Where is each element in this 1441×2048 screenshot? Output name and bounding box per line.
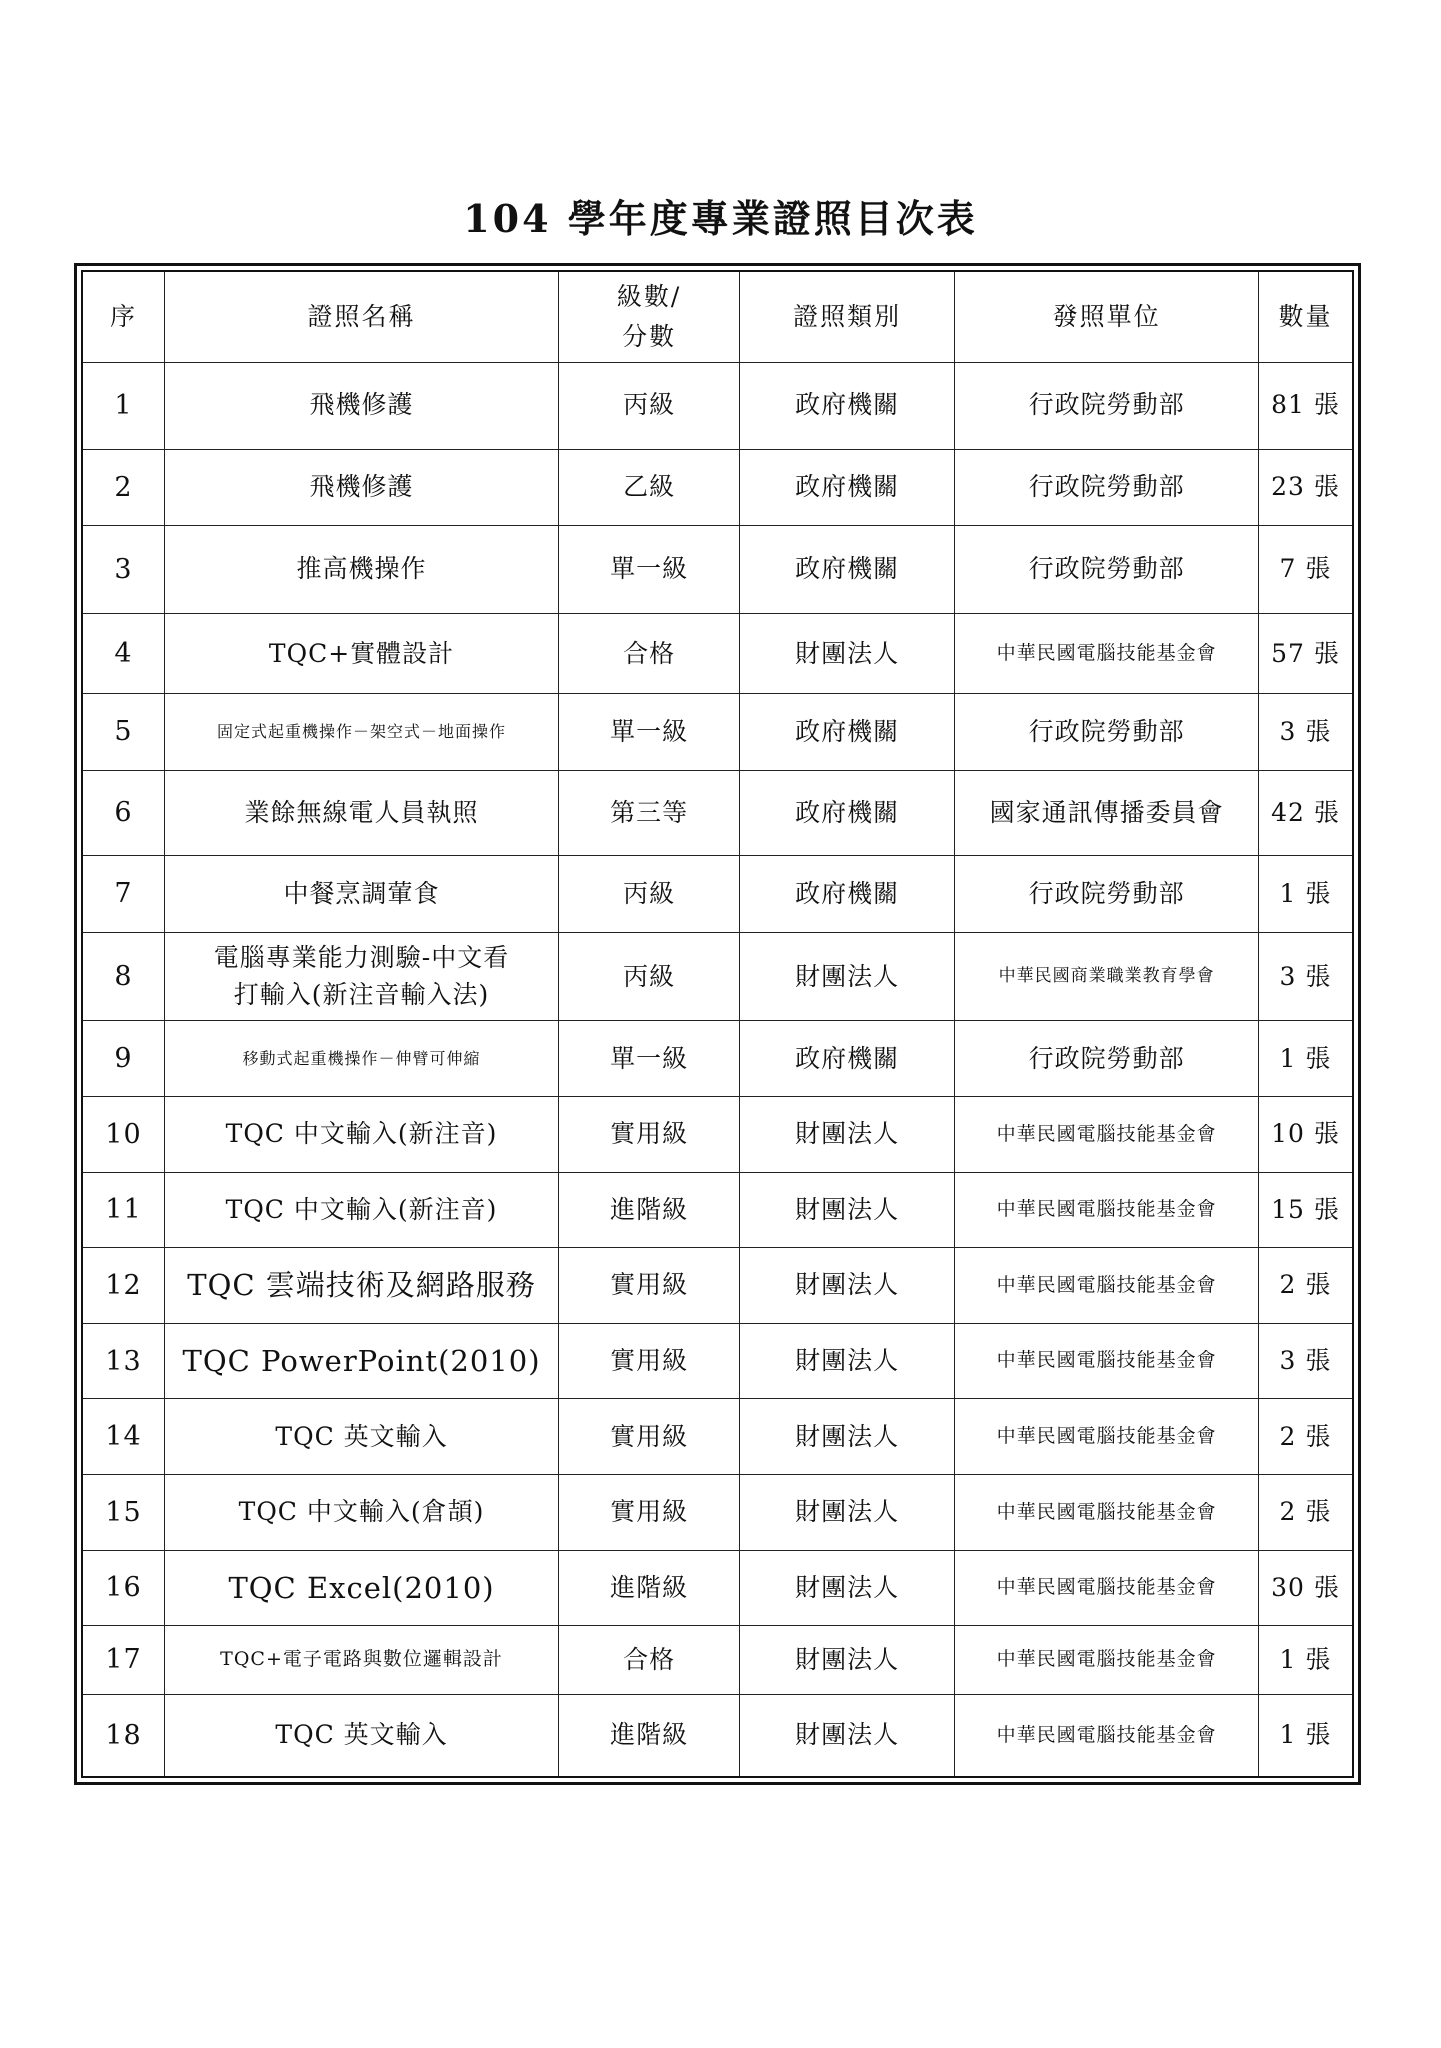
header-level: [559, 271, 740, 362]
header-level-line1: 級數/: [616, 281, 682, 311]
cell-count: 10 張: [1258, 1097, 1353, 1172]
cell-count: 3 張: [1258, 1324, 1353, 1399]
cell-category: 政府機關: [740, 362, 955, 449]
header-no: 序: [82, 271, 164, 362]
cell-name: 固定式起重機操作－架空式－地面操作: [164, 694, 558, 770]
table-row: [82, 1625, 1353, 1694]
cell-count: 2 張: [1258, 1475, 1353, 1550]
cell-count: 1 張: [1258, 1021, 1353, 1097]
table-row: [82, 614, 1353, 694]
cell-no: 1: [82, 362, 164, 449]
cell-issuer: 國家通訊傳播委員會: [955, 770, 1259, 855]
cell-issuer: 中華民國電腦技能基金會: [955, 1324, 1259, 1399]
cell-name: TQC+實體設計: [164, 614, 558, 694]
cell-category: 政府機關: [740, 855, 955, 932]
cell-name: 業餘無線電人員執照: [164, 770, 558, 855]
cell-category: 政府機關: [740, 1021, 955, 1097]
cell-level: 丙級: [559, 933, 740, 1021]
cell-issuer: 中華民國電腦技能基金會: [955, 1097, 1259, 1172]
cell-category: 財團法人: [740, 1097, 955, 1172]
cell-category: 政府機關: [740, 525, 955, 613]
cell-count: 57 張: [1258, 614, 1353, 694]
cell-name: TQC 雲端技術及網路服務: [164, 1247, 558, 1323]
cell-no: 5: [82, 694, 164, 770]
table-row: [82, 1021, 1353, 1097]
cell-category: 財團法人: [740, 614, 955, 694]
cell-category: 財團法人: [740, 1172, 955, 1247]
table-row: [82, 1247, 1353, 1323]
cell-category: 財團法人: [740, 1324, 955, 1399]
cell-no: 3: [82, 525, 164, 613]
cell-name-line2: 打輸入(新注音輸入法): [233, 979, 490, 1009]
cell-issuer: 行政院勞動部: [955, 449, 1259, 525]
page-title: 104 學年度專業證照目次表: [463, 196, 978, 241]
table-header-row: [82, 271, 1353, 362]
cell-issuer: 行政院勞動部: [955, 855, 1259, 932]
cell-level: 丙級: [559, 855, 740, 932]
cell-count: 1 張: [1258, 855, 1353, 932]
table-row: [82, 1399, 1353, 1475]
cell-level: 進階級: [559, 1172, 740, 1247]
cell-no: 11: [82, 1172, 164, 1247]
table-row: [82, 855, 1353, 932]
cell-name: 推高機操作: [164, 525, 558, 613]
cell-name: TQC 中文輸入(倉頡): [164, 1475, 558, 1550]
cell-name: TQC 英文輸入: [164, 1695, 558, 1777]
cell-issuer: 行政院勞動部: [955, 694, 1259, 770]
cell-category: 財團法人: [740, 1399, 955, 1475]
cell-issuer: 中華民國電腦技能基金會: [955, 1172, 1259, 1247]
table-row: [82, 449, 1353, 525]
cell-no: 12: [82, 1247, 164, 1323]
cell-issuer: 行政院勞動部: [955, 362, 1259, 449]
cell-level: 丙級: [559, 362, 740, 449]
cell-count: 30 張: [1258, 1550, 1353, 1625]
cell-level: 實用級: [559, 1475, 740, 1550]
cell-count: 15 張: [1258, 1172, 1353, 1247]
cell-level: 實用級: [559, 1247, 740, 1323]
cell-name: TQC 中文輸入(新注音): [164, 1097, 558, 1172]
cell-count: 42 張: [1258, 770, 1353, 855]
cell-no: 15: [82, 1475, 164, 1550]
cell-issuer: 中華民國電腦技能基金會: [955, 1625, 1259, 1694]
cell-issuer: 中華民國電腦技能基金會: [955, 1247, 1259, 1323]
header-count: 數量: [1258, 271, 1353, 362]
cell-no: 13: [82, 1324, 164, 1399]
cell-count: 1 張: [1258, 1695, 1353, 1777]
cell-name: TQC PowerPoint(2010): [164, 1324, 558, 1399]
cell-category: 財團法人: [740, 1475, 955, 1550]
cell-level: 進階級: [559, 1695, 740, 1777]
table-row: [82, 362, 1353, 449]
cell-level: 單一級: [559, 694, 740, 770]
cell-count: 2 張: [1258, 1399, 1353, 1475]
cell-level: 合格: [559, 1625, 740, 1694]
cell-issuer: 行政院勞動部: [955, 1021, 1259, 1097]
cell-no: 17: [82, 1625, 164, 1694]
table-row: [82, 1097, 1353, 1172]
cell-name: 飛機修護: [164, 449, 558, 525]
cell-issuer: 中華民國電腦技能基金會: [955, 1695, 1259, 1777]
cell-category: 財團法人: [740, 933, 955, 1021]
cell-no: 14: [82, 1399, 164, 1475]
cell-count: 2 張: [1258, 1247, 1353, 1323]
table-row: [82, 1324, 1353, 1399]
cell-count: 3 張: [1258, 933, 1353, 1021]
cell-level: 合格: [559, 614, 740, 694]
cell-level: 第三等: [559, 770, 740, 855]
cell-level: 單一級: [559, 525, 740, 613]
cell-category: 財團法人: [740, 1247, 955, 1323]
cell-issuer: 中華民國電腦技能基金會: [955, 614, 1259, 694]
cell-level: 實用級: [559, 1399, 740, 1475]
cell-name: TQC+電子電路與數位邏輯設計: [164, 1625, 558, 1694]
cell-no: 18: [82, 1695, 164, 1777]
cell-category: 財團法人: [740, 1695, 955, 1777]
header-level-line2: 分數: [622, 321, 677, 351]
table-row: [82, 1172, 1353, 1247]
cell-no: 10: [82, 1097, 164, 1172]
cell-level: 實用級: [559, 1324, 740, 1399]
table-row: [82, 694, 1353, 770]
cell-no: 6: [82, 770, 164, 855]
cell-count: 81 張: [1258, 362, 1353, 449]
cell-category: 財團法人: [740, 1550, 955, 1625]
table-row: [82, 525, 1353, 613]
cell-category: 政府機關: [740, 770, 955, 855]
cell-issuer: 中華民國電腦技能基金會: [955, 1399, 1259, 1475]
cell-category: 財團法人: [740, 1625, 955, 1694]
cell-level: 實用級: [559, 1097, 740, 1172]
cell-name: 中餐烹調葷食: [164, 855, 558, 932]
cell-name: 飛機修護: [164, 362, 558, 449]
cell-no: 8: [82, 933, 164, 1021]
cell-issuer: 中華民國電腦技能基金會: [955, 1550, 1259, 1625]
cell-no: 7: [82, 855, 164, 932]
certificate-table-frame: [74, 263, 1361, 1785]
cell-no: 4: [82, 614, 164, 694]
cell-name: TQC Excel(2010): [164, 1550, 558, 1625]
cell-no: 16: [82, 1550, 164, 1625]
cell-name: TQC 中文輸入(新注音): [164, 1172, 558, 1247]
cell-name: TQC 英文輸入: [164, 1399, 558, 1475]
cell-level: 乙級: [559, 449, 740, 525]
cell-name: 移動式起重機操作－伸臂可伸縮: [164, 1021, 558, 1097]
cell-name: [164, 933, 558, 1021]
table-row: [82, 770, 1353, 855]
cell-issuer: 中華民國電腦技能基金會: [955, 1475, 1259, 1550]
cell-issuer: 中華民國商業職業教育學會: [955, 933, 1259, 1021]
cell-category: 政府機關: [740, 694, 955, 770]
cell-name-line1: 電腦專業能力測驗-中文看: [213, 943, 510, 973]
cell-no: 2: [82, 449, 164, 525]
cell-level: 單一級: [559, 1021, 740, 1097]
table-row: [82, 1695, 1353, 1777]
cell-level: 進階級: [559, 1550, 740, 1625]
header-name: 證照名稱: [164, 271, 558, 362]
cell-issuer: 行政院勞動部: [955, 525, 1259, 613]
table-row: [82, 933, 1353, 1021]
cell-count: 23 張: [1258, 449, 1353, 525]
certificate-table: [81, 270, 1354, 1778]
header-category: 證照類別: [740, 271, 955, 362]
table-row: [82, 1550, 1353, 1625]
cell-no: 9: [82, 1021, 164, 1097]
header-issuer: 發照單位: [955, 271, 1259, 362]
cell-count: 1 張: [1258, 1625, 1353, 1694]
cell-count: 7 張: [1258, 525, 1353, 613]
cell-count: 3 張: [1258, 694, 1353, 770]
cell-category: 政府機關: [740, 449, 955, 525]
table-row: [82, 1475, 1353, 1550]
